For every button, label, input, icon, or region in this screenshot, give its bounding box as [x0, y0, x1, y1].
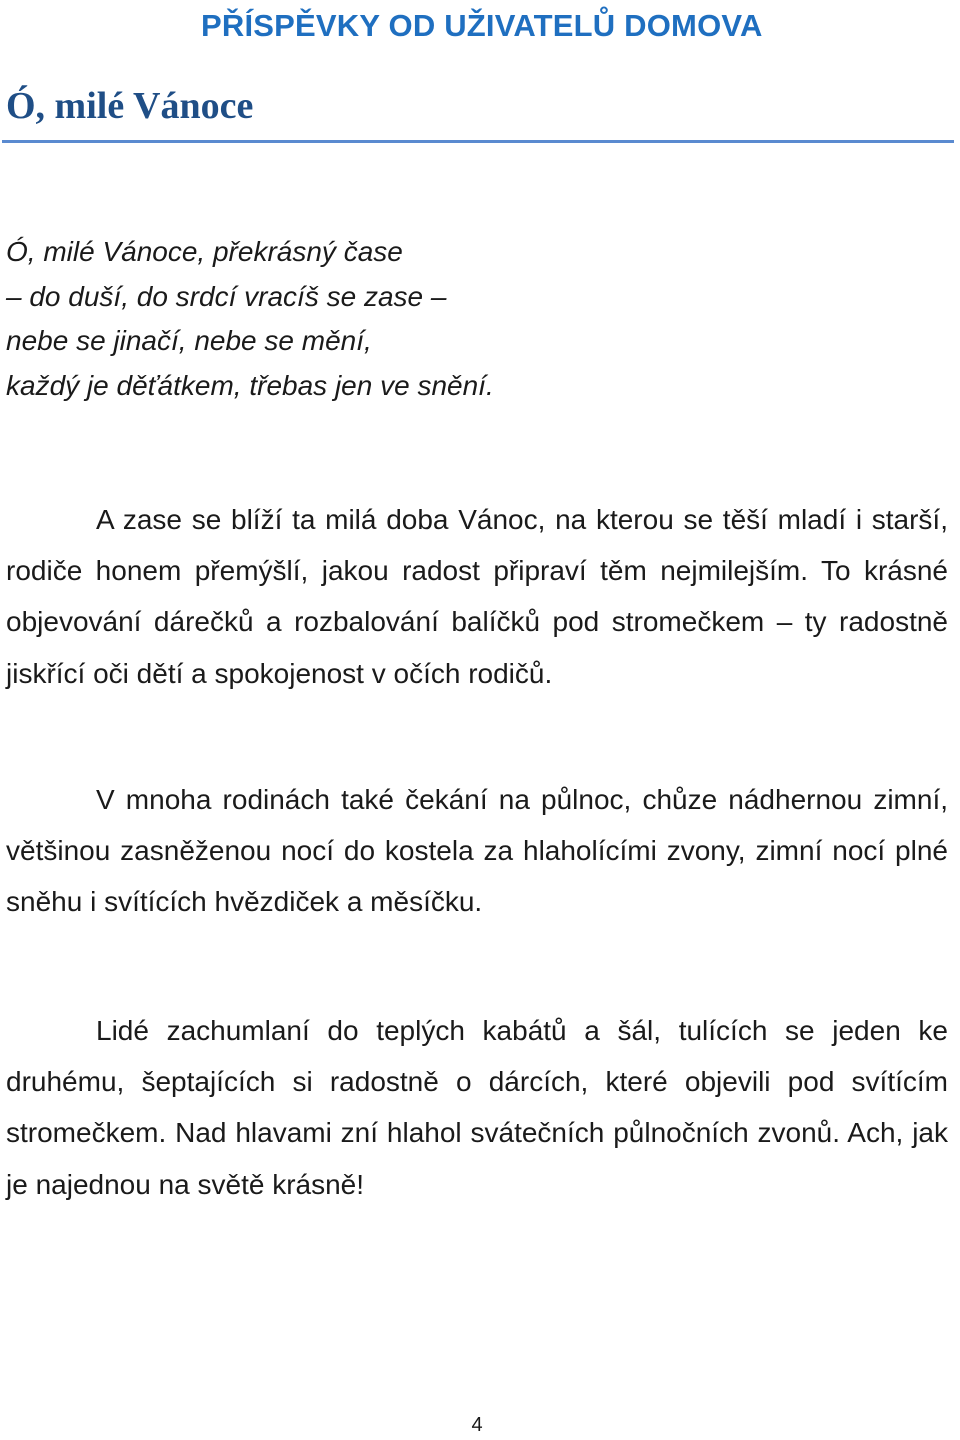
body-paragraph: V mnoha rodinách také čekání na půlnoc, chůze nádhernou zimní, většinou zasněženou nocí do kostela za hlaholícími zvony, zimní nocí plné sněhu i svítících hvězdiček a měsíčku. — [6, 784, 948, 918]
poem-line: nebe se jinačí, nebe se mění, — [6, 325, 372, 356]
body-paragraph: A zase se blíží ta milá doba Vánoc, na kterou se těší mladí i starší, rodiče honem přemýšlí, jakou radost připraví těm nejmilejším. To krásné objevování dárečků a rozbalování balíčků pod stromečkem – ty radostně jiskřící oči dětí a spokojenost v očích rodičů. — [6, 504, 948, 689]
poem-line: – do duší, do srdcí vracíš se zase – — [6, 280, 447, 312]
article-title: Ó, milé Vánoce — [6, 85, 254, 127]
body-paragraph: Lidé zachumlaní do teplých kabátů a šál, tulících se jeden ke druhému, šeptajících si radostně o dárcích, které objevili pod svítícím stromečkem. Nad hlavami zní hlahol svátečních půlnočních zvonů. Ach, jak je najednou na světě krásně! — [6, 1015, 948, 1200]
poem-line: každý je děťátkem, třebas jen ve snění. — [6, 369, 494, 401]
page-number: 4 — [471, 1414, 483, 1436]
section-header: PŘÍSPĚVKY OD UŽIVATELŮ DOMOVA — [201, 8, 763, 43]
title-divider — [2, 140, 954, 143]
poem-line: Ó, milé Vánoce, překrásný čase — [6, 236, 403, 267]
poem-stanza — [6, 230, 806, 408]
